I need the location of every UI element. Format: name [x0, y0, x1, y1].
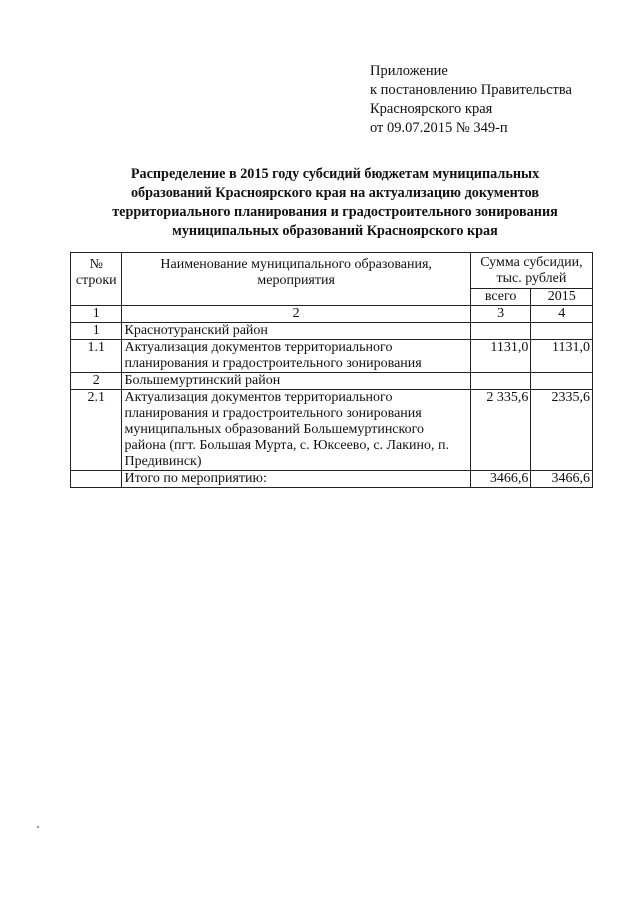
appendix-block: [370, 62, 620, 138]
title-line-4: муниципальных образований Красноярского края: [172, 223, 498, 239]
row-total: 2 335,6: [470, 390, 531, 471]
row-name: Большемуртинский район: [122, 373, 470, 390]
column-index-cell: 3: [470, 306, 531, 323]
row-number: 1.1: [71, 340, 122, 373]
row-name: Актуализация документов территориального планирования и градостроительного зонирования муниципальных образований Большемуртинского района (пгт. Большая Мурта, с. Юксеево, с. Лакино, п. Предивинск): [122, 390, 470, 471]
table-row: [71, 323, 593, 340]
header-sum-line-2: тыс. рублей: [496, 271, 567, 286]
header-number-label: строки: [75, 273, 117, 288]
appendix-line-2: к постановлению Правительства: [370, 82, 572, 98]
title-line-3: территориального планирования и градостроительного зонирования: [112, 204, 558, 220]
row-year: 2335,6: [531, 390, 593, 471]
title-line-1: Распределение в 2015 году субсидий бюджетам муниципальных: [130, 166, 540, 182]
header-year: 2015: [531, 289, 593, 306]
row-total: 1131,0: [470, 340, 531, 373]
header-sum-line-1: Сумма субсидии,: [480, 255, 583, 270]
row-total: [470, 373, 531, 390]
header-row-number: [71, 253, 122, 306]
table-total-row: [71, 471, 593, 488]
row-number: 2.1: [71, 390, 122, 471]
table-row: [71, 340, 593, 373]
document-title: [80, 165, 590, 241]
header-sum: [470, 253, 592, 289]
scan-speck: [37, 826, 39, 828]
header-number-sign: №: [89, 257, 103, 272]
table-row: [71, 373, 593, 390]
appendix-line-3: Красноярского края: [370, 101, 493, 117]
row-number: [71, 471, 122, 488]
row-name: Актуализация документов территориального планирования и градостроительного зонирования: [122, 340, 470, 373]
column-index-cell: 2: [122, 306, 470, 323]
column-index-row: [71, 306, 593, 323]
row-total: [470, 323, 531, 340]
row-year: 1131,0: [531, 340, 593, 373]
row-year: [531, 373, 593, 390]
title-line-2: образований Красноярского края на актуализацию документов: [130, 185, 540, 201]
row-year: 3466,6: [531, 471, 593, 488]
appendix-line-1: Приложение: [370, 63, 448, 79]
column-index-cell: 4: [531, 306, 593, 323]
appendix-line-4: от 09.07.2015 № 349-п: [370, 120, 508, 136]
row-name: Итого по мероприятию:: [122, 471, 470, 488]
header-name-line-2: мероприятия: [257, 273, 335, 288]
header-name: [122, 253, 470, 306]
header-total: всего: [470, 289, 531, 306]
row-name: Краснотуранский район: [122, 323, 470, 340]
row-number: 2: [71, 373, 122, 390]
subsidies-table: [70, 252, 593, 488]
column-index-cell: 1: [71, 306, 122, 323]
table-header-row: [71, 253, 593, 289]
header-name-line-1: Наименование муниципального образования,: [160, 257, 432, 272]
table-row: [71, 390, 593, 471]
row-year: [531, 323, 593, 340]
row-number: 1: [71, 323, 122, 340]
row-total: 3466,6: [470, 471, 531, 488]
